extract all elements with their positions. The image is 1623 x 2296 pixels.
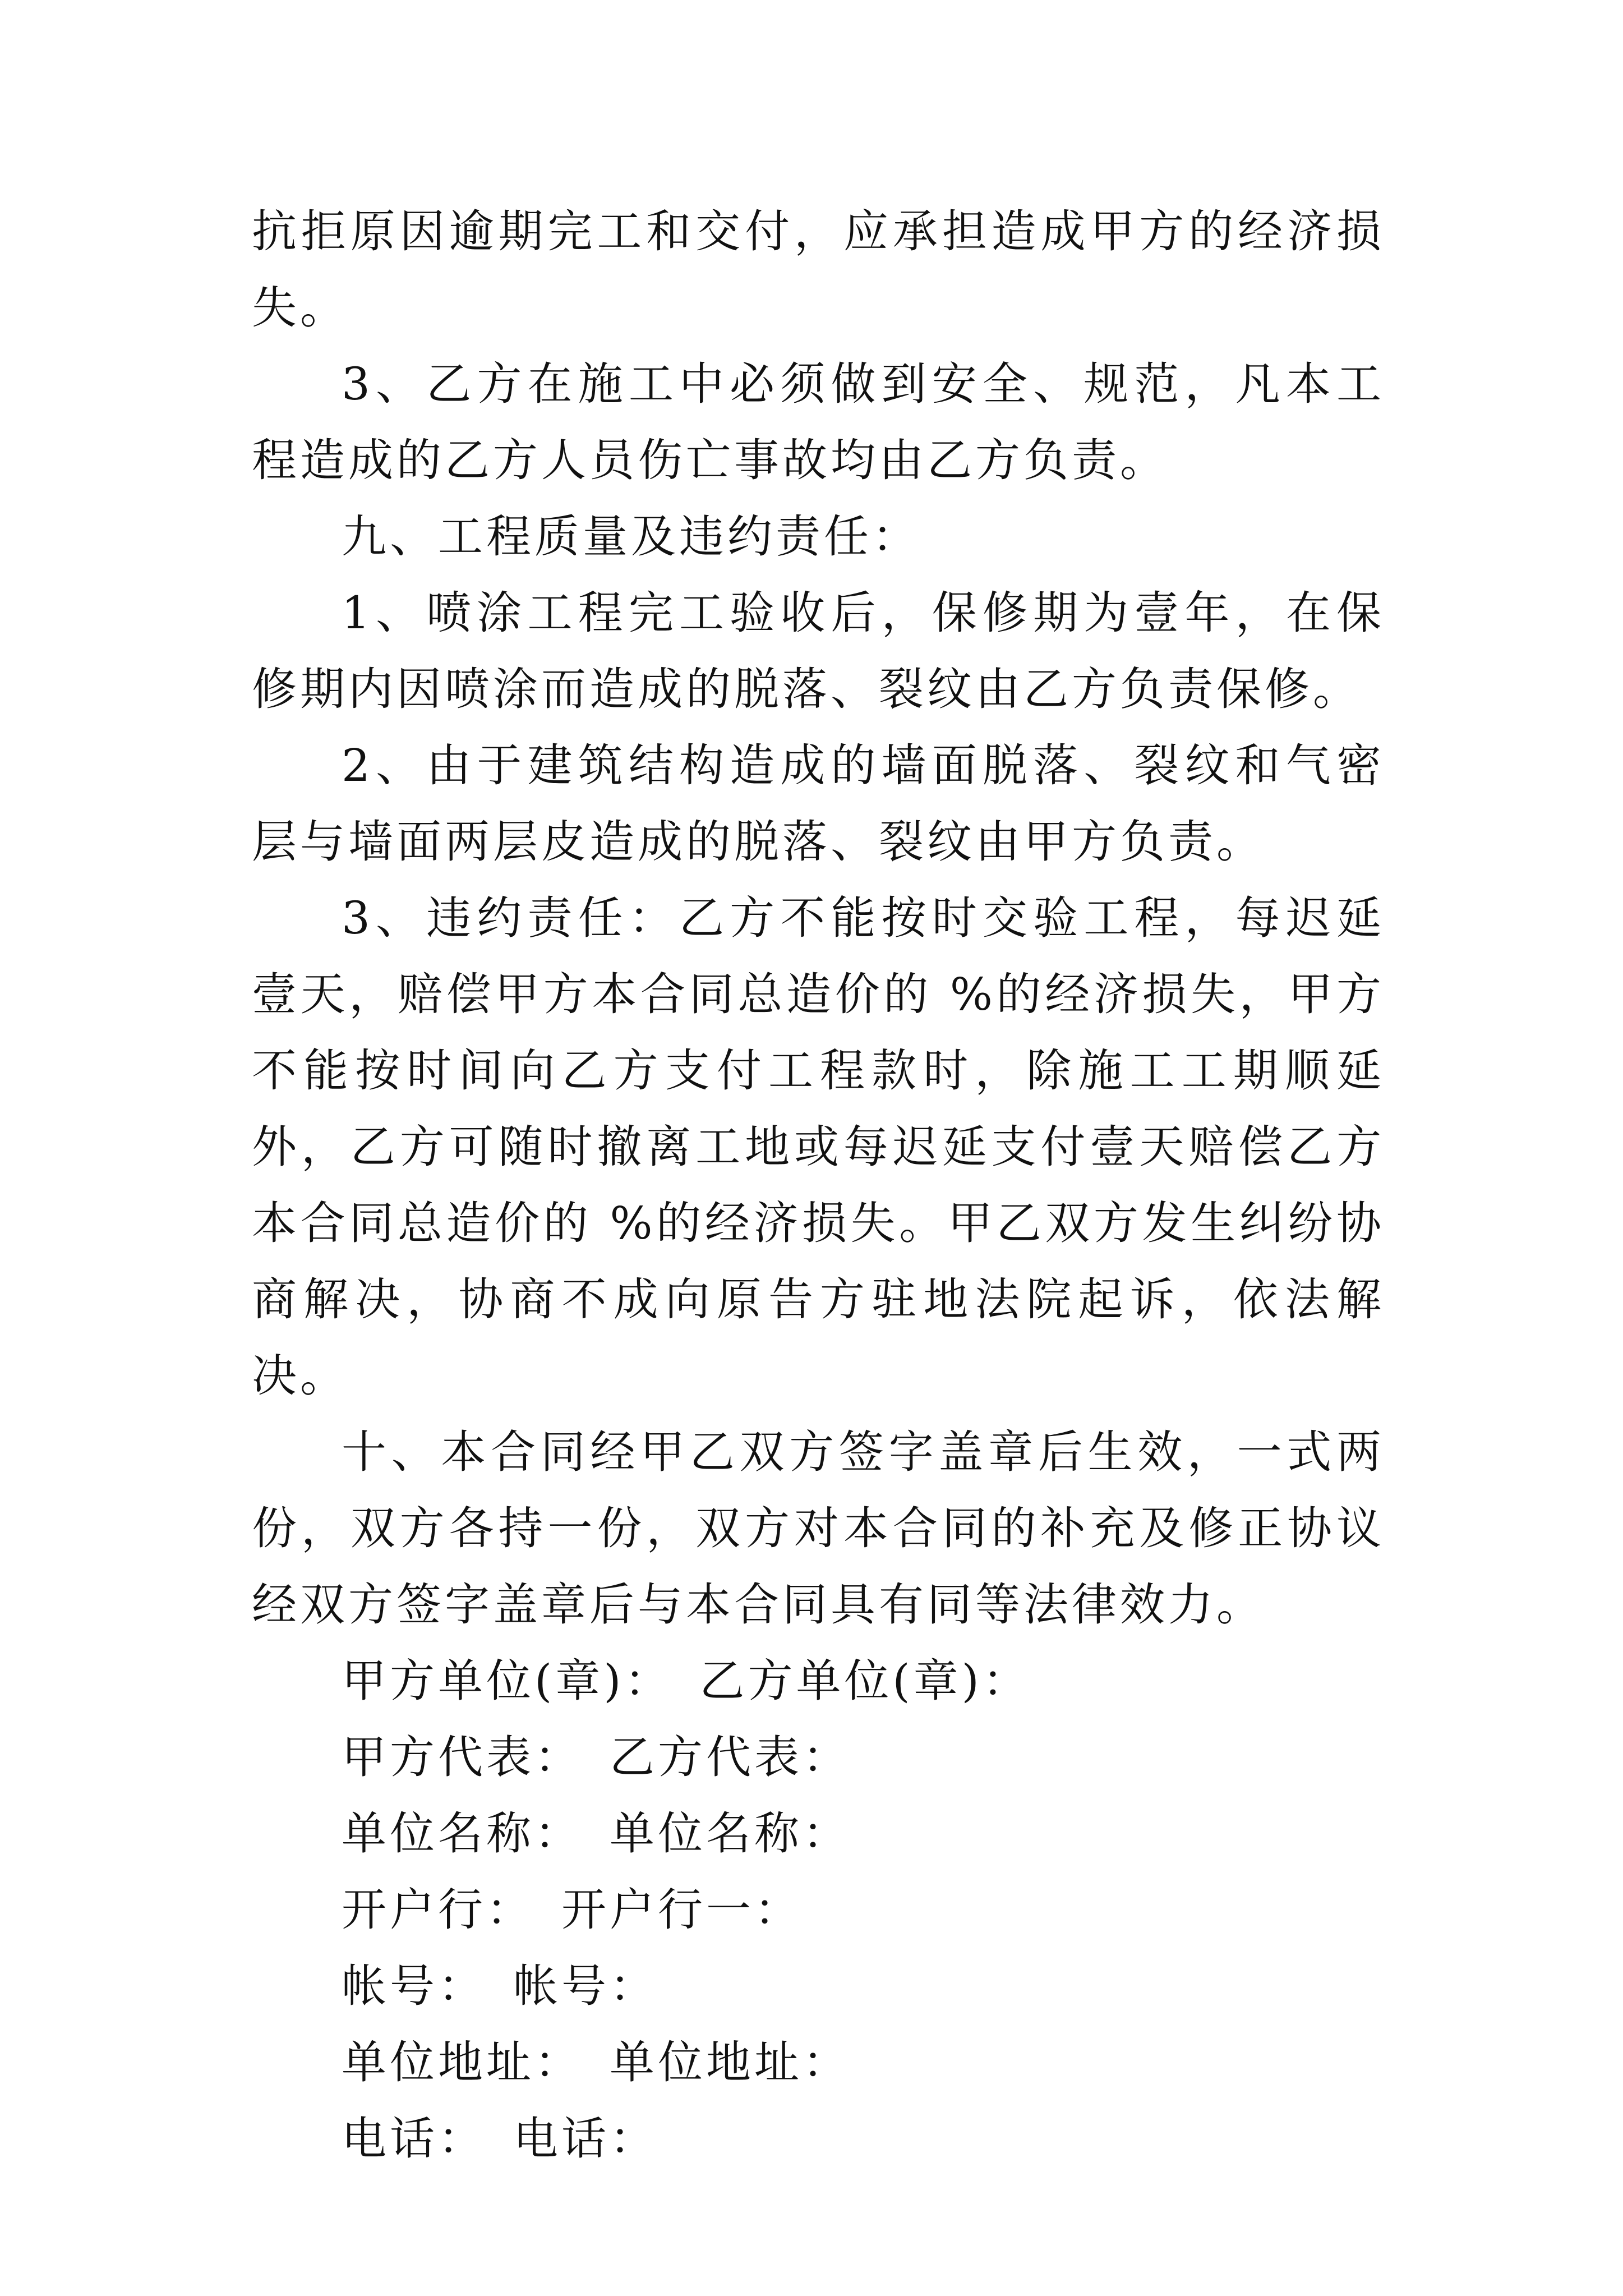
- paragraph-breach-liability: 3、违约责任：乙方不能按时交验工程，每迟延壹天，赔偿甲方本合同总造价的 %的经济损失，甲方不能按时间向乙方支付工程款时，除施工工期顺延外，乙方可随时撤离工地或每迟延支付壹天赔偿乙方本合同总造价的 %的经济损失。甲乙双方发生纠纷协商解决，协商不成向原告方驻地法院起诉，依法解决。: [252, 892, 1385, 1402]
- party-a-label: 单位名称：: [342, 1807, 583, 1860]
- party-a-label: 甲方单位(章)：: [342, 1655, 673, 1707]
- signature-line-representative: [252, 1719, 1385, 1796]
- paragraph-safety-clause: 3、乙方在施工中必须做到安全、规范，凡本工程造成的乙方人员伤亡事故均由乙方负责。: [252, 358, 1385, 486]
- signature-line-unit-name: [252, 1796, 1385, 1872]
- paragraph-warranty: 1、喷涂工程完工验收后，保修期为壹年，在保修期内因喷涂而造成的脱落、裂纹由乙方负责保修。: [252, 587, 1385, 715]
- signature-line-phone: [252, 2101, 1385, 2177]
- document-body: [252, 194, 1385, 2177]
- party-b-label: 乙方代表：: [610, 1731, 851, 1783]
- paragraph-delay-liability: 抗拒原因逾期完工和交付，应承担造成甲方的经济损失。: [252, 205, 1385, 334]
- party-b-label: 单位名称：: [610, 1807, 851, 1860]
- party-b-label: 乙方单位(章)：: [699, 1655, 1031, 1707]
- signature-line-account: [252, 1948, 1385, 2024]
- section-heading-quality-liability: 九、工程质量及违约责任：: [342, 510, 920, 563]
- party-a-label: 单位地址：: [342, 2036, 583, 2088]
- signature-block: [252, 1643, 1385, 2177]
- party-b-label: 开户行一：: [561, 1884, 803, 1936]
- party-b-label: 帐号：: [513, 1960, 658, 2012]
- party-a-label: 电话：: [342, 2113, 486, 2165]
- party-a-label: 开户行：: [342, 1884, 534, 1936]
- paragraph-effectiveness: 十、本合同经甲乙双方签字盖章后生效，一式两份，双方各持一份，双方对本合同的补充及修正协议经双方签字盖章后与本合同具有同等法律效力。: [252, 1426, 1385, 1631]
- paragraph-structural-defects: 2、由于建筑结构造成的墙面脱落、裂纹和气密层与墙面两层皮造成的脱落、裂纹由甲方负责。: [252, 739, 1385, 868]
- party-a-label: 帐号：: [342, 1960, 486, 2012]
- signature-line-unit-seal: [252, 1643, 1385, 1719]
- party-b-label: 单位地址：: [610, 2036, 851, 2088]
- signature-line-bank: [252, 1872, 1385, 1948]
- signature-line-address: [252, 2024, 1385, 2101]
- party-b-label: 电话：: [513, 2113, 658, 2165]
- party-a-label: 甲方代表：: [342, 1731, 583, 1783]
